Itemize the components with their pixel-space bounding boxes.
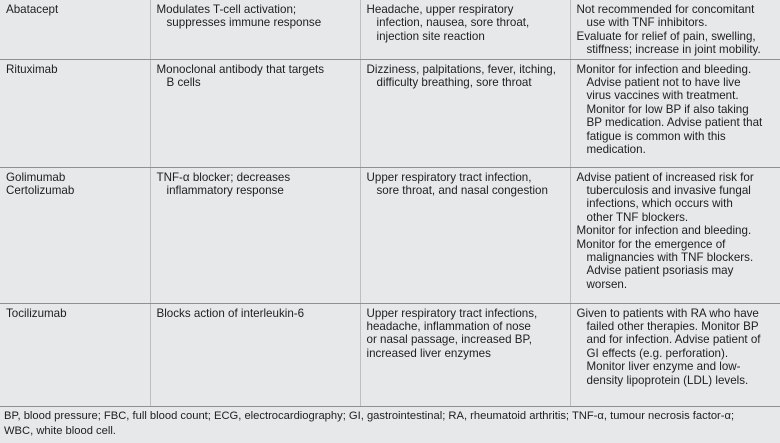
action-text: B cells — [166, 75, 201, 89]
drug-name-cell — [0, 0, 150, 59]
considerations-cell — [570, 0, 780, 59]
considerations-text: infections, which occurs with — [586, 197, 733, 211]
action-cell — [150, 59, 360, 167]
considerations-text: tuberculosis and invasive fungal — [586, 183, 751, 197]
action-text: Monoclonal antibody that targets — [156, 62, 325, 76]
effects-text: or nasal passage, increased BP, — [366, 333, 532, 347]
footnote-abbreviations-cont: WBC, white blood cell. — [4, 425, 116, 437]
table-row — [0, 59, 780, 167]
considerations-cell — [570, 59, 780, 167]
table-row — [0, 167, 780, 303]
considerations-text: density lipoprotein (LDL) levels. — [586, 373, 749, 387]
drug-name-cell — [0, 59, 150, 167]
drug-name: Golimumab — [6, 170, 66, 184]
drug-name: Certolizumab — [6, 183, 75, 197]
considerations-text: Advise patient psoriasis may — [586, 264, 734, 278]
drug-name: Abatacept — [6, 3, 59, 16]
considerations-text: Not recommended for concomitant — [576, 3, 755, 16]
effects-text: infection, nausea, sore throat, — [376, 16, 530, 30]
considerations-text: worsen. — [586, 277, 628, 291]
effects-text: Headache, upper respiratory — [366, 3, 514, 16]
effects-text: difficulty breathing, sore throat — [376, 75, 532, 89]
considerations-text: failed other therapies. Monitor BP — [586, 319, 759, 333]
considerations-cell — [570, 167, 780, 303]
considerations-text: other TNF blockers. — [586, 210, 689, 224]
adverse-effects-cell — [360, 167, 570, 303]
drug-name-cell — [0, 167, 150, 303]
considerations-text: stiffness; increase in joint mobility. — [586, 43, 761, 57]
considerations-text: fatigue is common with this — [586, 129, 726, 143]
considerations-text: Evaluate for relief of pain, swelling, — [576, 29, 756, 43]
footnote-abbreviations: BP, blood pressure; FBC, full blood count; ECG, electrocardiography; GI, gastrointestinal; RA, rheumatoid arthritis; TNF-α, tumour necrosis factor-α; — [4, 410, 735, 422]
effects-text: Dizziness, palpitations, fever, itching, — [366, 62, 556, 76]
considerations-text: use with TNF inhibitors. — [586, 16, 708, 30]
action-cell — [150, 167, 360, 303]
considerations-text: BP medication. Advise patient that — [586, 116, 763, 130]
action-cell — [150, 303, 360, 406]
effects-text: Upper respiratory tract infections, — [366, 306, 538, 320]
adverse-effects-cell — [360, 0, 570, 59]
considerations-text: Monitor for the emergence of — [576, 237, 726, 251]
action-cell — [150, 0, 360, 59]
adverse-effects-cell — [360, 303, 570, 406]
considerations-text: Monitor for low BP if also taking — [586, 102, 749, 116]
drug-name: Tocilizumab — [6, 306, 67, 320]
considerations-text: Advise patient of increased risk for — [576, 170, 754, 184]
drug-name-cell — [0, 303, 150, 406]
considerations-cell — [570, 303, 780, 406]
action-text: Blocks action of interleukin-6 — [156, 306, 305, 320]
considerations-text: and for infection. Advise patient of — [586, 333, 761, 347]
considerations-text: Monitor liver enzyme and low- — [586, 360, 741, 374]
considerations-text: malignancies with TNF blockers. — [586, 250, 754, 264]
effects-text: headache, inflammation of nose — [366, 319, 531, 333]
table-row — [0, 0, 780, 59]
drug-name: Rituximab — [6, 62, 58, 76]
considerations-text: virus vaccines with treatment. — [586, 89, 739, 103]
action-text: TNF-α blocker; decreases — [156, 170, 291, 184]
action-text: inflammatory response — [166, 183, 284, 197]
considerations-text: GI effects (e.g. perforation). — [586, 346, 729, 360]
table-footnote — [4, 409, 776, 439]
table-row — [0, 303, 780, 406]
considerations-text: medication. — [586, 142, 646, 156]
adverse-effects-cell — [360, 59, 570, 167]
considerations-text: Monitor for infection and bleeding. — [576, 62, 752, 76]
effects-text: injection site reaction — [376, 29, 485, 43]
effects-text: Upper respiratory tract infection, — [366, 170, 532, 184]
effects-text: increased liver enzymes — [366, 346, 491, 360]
effects-text: sore throat, and nasal congestion — [376, 183, 548, 197]
action-text: Modulates T-cell activation; — [156, 3, 297, 16]
considerations-text: Monitor for infection and bleeding. — [576, 224, 752, 238]
considerations-text: Given to patients with RA who have — [576, 306, 759, 320]
action-text: suppresses immune response — [166, 16, 322, 30]
considerations-text: Advise patient not to have live — [586, 75, 741, 89]
